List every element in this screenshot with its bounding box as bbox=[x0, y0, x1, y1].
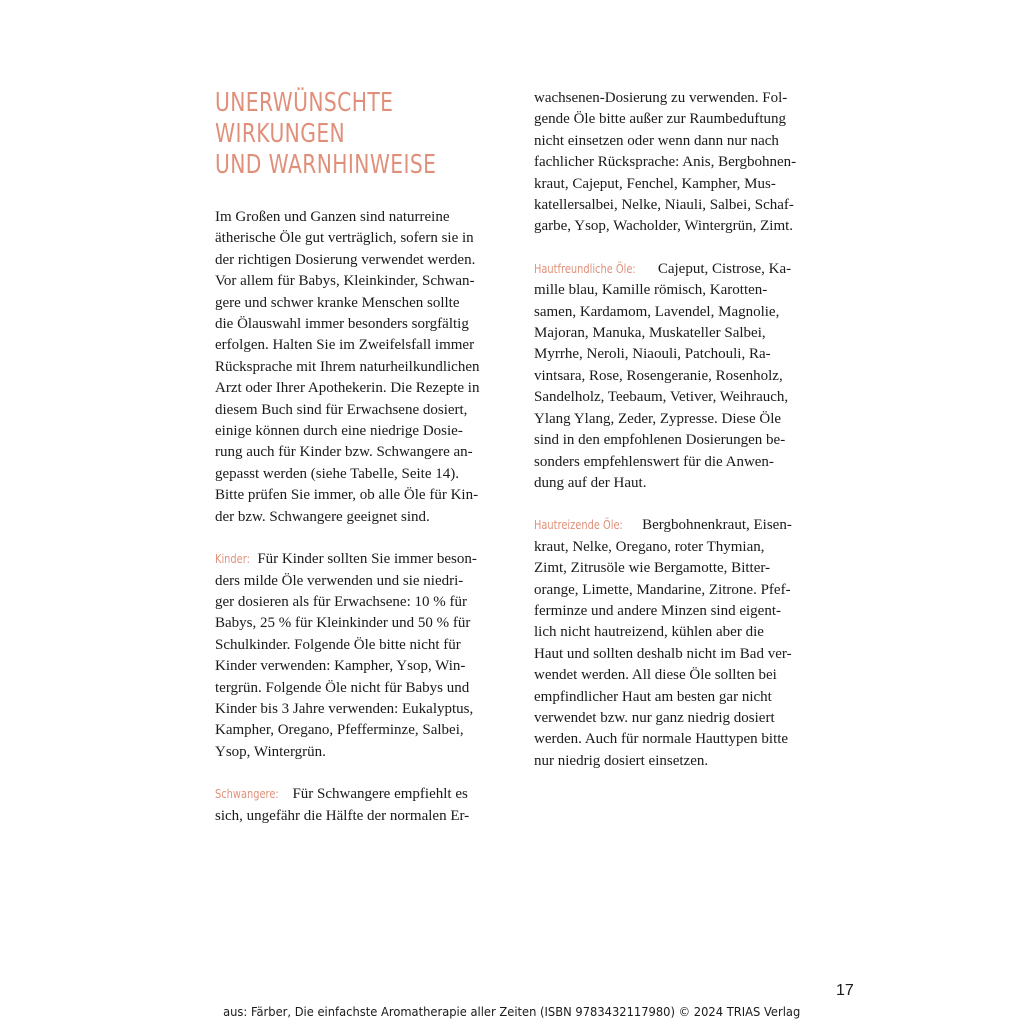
kinder-label: Kinder: bbox=[215, 552, 250, 567]
intro-paragraph bbox=[215, 207, 515, 528]
text-line: Sandelholz, Teebaum, Vetiver, Weihrauch, bbox=[534, 389, 789, 406]
text-line: Im Großen und Ganzen sind naturreine bbox=[215, 209, 450, 225]
schwangere-first-line bbox=[215, 784, 515, 805]
text-line: gende Öle bitte außer zur Raumbeduftung bbox=[534, 111, 786, 128]
text-line: Kinder bis 3 Jahre verwenden: Eukalyptus, bbox=[215, 700, 474, 717]
text-line: nicht einsetzen oder wenn dann nur nach bbox=[534, 132, 779, 149]
text-line: einige können durch eine niedrige Dosie- bbox=[215, 423, 463, 440]
schwangere-paragraph bbox=[215, 784, 515, 827]
text-line: garbe, Ysop, Wacholder, Wintergrün, Zimt. bbox=[534, 218, 794, 235]
hautfreundlich-label: Hautfreundliche Öle: bbox=[534, 261, 636, 276]
left-column bbox=[215, 88, 515, 848]
text-line: kraut, Nelke, Oregano, roter Thymian, bbox=[534, 538, 765, 555]
text-line: Ysop, Wintergrün. bbox=[215, 743, 326, 760]
text-line: kraut, Cajeput, Fenchel, Kampher, Mus- bbox=[534, 175, 776, 192]
footer-text: aus: Färber, Die einfachste Aromatherapie aller Zeiten (ISBN 9783432117980) © 2024 TRIAS Verlag bbox=[223, 1004, 801, 1019]
right-column bbox=[534, 88, 834, 793]
kinder-lines bbox=[215, 571, 515, 764]
hautfreundlich-first-line bbox=[534, 259, 834, 280]
text-line: wendet werden. All diese Öle sollten bei bbox=[534, 667, 777, 684]
text-line: dung auf der Haut. bbox=[534, 474, 647, 491]
hautreizend-label: Hautreizende Öle: bbox=[534, 518, 623, 533]
text-line: Myrrhe, Neroli, Niaouli, Patchouli, Ra- bbox=[534, 346, 771, 363]
text-line: Bitte prüfen Sie immer, ob alle Öle für Kin- bbox=[215, 487, 479, 504]
page-number: 17 bbox=[836, 982, 854, 999]
text-line: sind in den empfohlenen Dosierungen be- bbox=[534, 432, 786, 449]
text-line: wachsenen-Dosierung zu verwenden. Fol- bbox=[534, 90, 788, 106]
text-line: Kampher, Oregano, Pfefferminze, Salbei, bbox=[215, 722, 464, 739]
footer-citation bbox=[0, 1004, 1024, 1019]
schwangere-first-text: Für Schwangere empfiehlt es bbox=[292, 786, 468, 803]
text-line: die Ölauswahl immer besonders sorgfältig bbox=[215, 316, 469, 333]
section-heading bbox=[215, 88, 511, 181]
text-line: mille blau, Kamille römisch, Karotten- bbox=[534, 282, 768, 299]
hautfreundlich-paragraph bbox=[534, 259, 834, 494]
text-line: rung auch für Kinder bzw. Schwangere an- bbox=[215, 444, 473, 461]
text-line: diesem Buch sind für Erwachsene dosiert, bbox=[215, 401, 468, 418]
text-line: tergrün. Folgende Öle nicht für Babys und bbox=[215, 679, 470, 696]
text-line: lich nicht hautreizend, kühlen aber die bbox=[534, 624, 764, 641]
hautreizend-first-line bbox=[534, 515, 834, 536]
text-line: erfolgen. Halten Sie im Zweifelsfall immer bbox=[215, 337, 475, 354]
text-line: Haut und sollten deshalb nicht im Bad ver- bbox=[534, 645, 792, 662]
text-line: Zimt, Zitrusöle wie Bergamotte, Bitter- bbox=[534, 560, 771, 577]
text-line: der bzw. Schwangere geeignet sind. bbox=[215, 508, 430, 525]
text-line: Vor allem für Babys, Kleinkinder, Schwan- bbox=[215, 273, 475, 290]
kinder-paragraph bbox=[215, 549, 515, 763]
text-line: Arzt oder Ihrer Apothekerin. Die Rezepte in bbox=[215, 380, 480, 397]
schwangere-label: Schwangere: bbox=[215, 787, 279, 802]
text-line: ders milde Öle verwenden und sie niedri- bbox=[215, 572, 464, 589]
text-line: vintsara, Rose, Rosengeranie, Rosenholz, bbox=[534, 367, 783, 384]
text-line: sonders empfehlenswert für die Anwen- bbox=[534, 453, 774, 470]
kinder-first-line bbox=[215, 549, 515, 570]
heading-line-1: UNERWÜNSCHTE WIRKUNGEN bbox=[215, 88, 394, 149]
text-line: gepasst werden (siehe Tabelle, Seite 14). bbox=[215, 465, 460, 482]
text-line: Ylang Ylang, Zeder, Zypresse. Diese Öle bbox=[534, 410, 782, 427]
hautreizend-lines bbox=[534, 537, 834, 772]
text-line: verwendet bzw. nur ganz niedrig dosiert bbox=[534, 709, 775, 726]
text-line: katellersalbei, Nelke, Niauli, Salbei, Schaf- bbox=[534, 197, 794, 214]
text-line: fachlicher Rücksprache: Anis, Bergbohnen- bbox=[534, 154, 797, 171]
text-line: nur niedrig dosiert einsetzen. bbox=[534, 752, 709, 769]
continuation-paragraph bbox=[534, 88, 834, 238]
text-line: ätherische Öle gut verträglich, sofern sie in bbox=[215, 230, 474, 247]
text-line: ferminze und andere Minzen sind eigent- bbox=[534, 602, 781, 619]
text-line: Schulkinder. Folgende Öle bitte nicht für bbox=[215, 636, 461, 653]
kinder-first-text: Für Kinder sollten Sie immer beson- bbox=[257, 551, 477, 568]
text-line: sich, ungefähr die Hälfte der normalen Er- bbox=[215, 807, 470, 824]
heading-line-2: UND WARNHINWEISE bbox=[215, 150, 437, 180]
text-line: werden. Auch für normale Hauttypen bitte bbox=[534, 731, 789, 748]
text-line: der richtigen Dosierung verwendet werden. bbox=[215, 251, 476, 268]
hautreizend-paragraph bbox=[534, 515, 834, 772]
hautfreundlich-lines bbox=[534, 280, 834, 494]
text-line: orange, Limette, Mandarine, Zitrone. Pfef- bbox=[534, 581, 791, 598]
text-line: samen, Kardamom, Lavendel, Magnolie, bbox=[534, 303, 780, 320]
hautfreundlich-first-text: Cajeput, Cistrose, Ka- bbox=[657, 260, 792, 277]
text-line: Kinder verwenden: Kampher, Ysop, Win- bbox=[215, 658, 466, 675]
schwangere-lines bbox=[215, 806, 515, 827]
hautreizend-first-text: Bergbohnenkraut, Eisen- bbox=[642, 517, 792, 534]
text-line: ger dosieren als für Erwachsene: 10 % für bbox=[215, 593, 467, 610]
text-line: gere und schwer kranke Menschen sollte bbox=[215, 294, 460, 311]
text-line: Rücksprache mit Ihrem naturheilkundlichen bbox=[215, 358, 480, 375]
text-line: Babys, 25 % für Kleinkinder und 50 % für bbox=[215, 615, 471, 632]
text-line: empfindlicher Haut am besten gar nicht bbox=[534, 688, 772, 705]
text-line: Majoran, Manuka, Muskateller Salbei, bbox=[534, 325, 766, 342]
